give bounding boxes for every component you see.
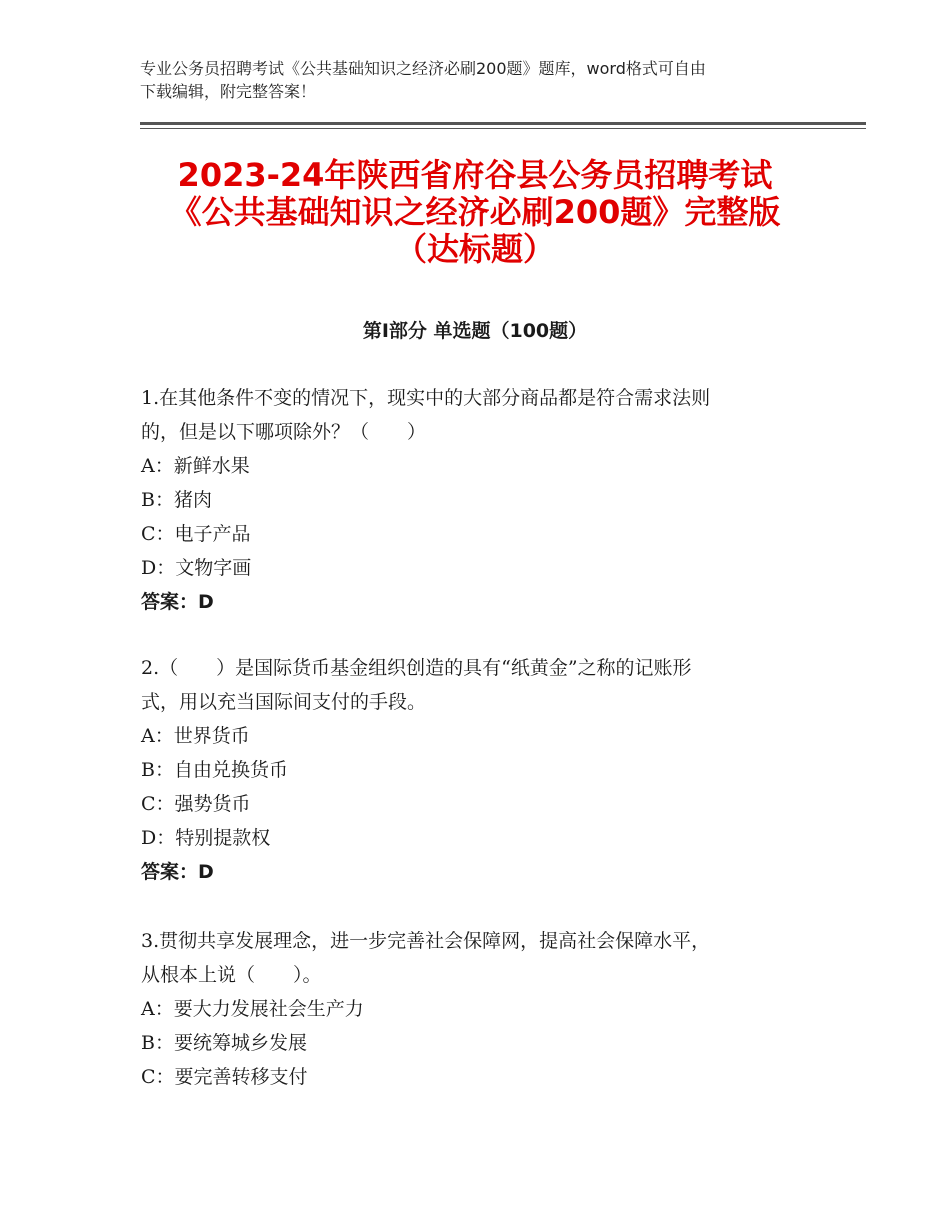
answer: 答案：D (141, 861, 214, 883)
section-title: 第Ⅰ部分 单选题（100题） (362, 320, 588, 342)
question-stem (141, 381, 801, 449)
option-c: C：电子产品 (141, 523, 251, 545)
option-c: C：要完善转移支付 (141, 1066, 308, 1088)
option-a: A：世界货币 (141, 725, 250, 747)
option-b: B：猪肉 (141, 489, 212, 511)
question-stem-line: 从根本上说（ ）。 (141, 964, 322, 986)
answer: 答案：D (141, 591, 214, 613)
option-b: B：要统筹城乡发展 (141, 1032, 307, 1054)
document-title (100, 157, 850, 268)
question-stem-line: 3.贯彻共享发展理念，进一步完善社会保障网，提高社会保障水平， (141, 930, 711, 952)
title-line-2: 《公共基础知识之经济必刷200题》完整版 (169, 193, 781, 231)
document-header (140, 57, 830, 103)
question-stem-line: 式，用以充当国际间支付的手段。 (141, 691, 427, 713)
option-d: D：文物字画 (141, 557, 252, 579)
question-stem-line: 2.（ ）是国际货币基金组织创造的具有“纸黄金”之称的记账形 (141, 657, 692, 679)
title-line-3: （达标题） (394, 230, 555, 268)
question-stem (141, 924, 801, 992)
header-divider-thin (140, 128, 866, 129)
question-2 (141, 651, 801, 889)
title-line-1: 2023-24年陕西省府谷县公务员招聘考试 (177, 156, 773, 194)
question-stem-line: 1.在其他条件不变的情况下，现实中的大部分商品都是符合需求法则 (141, 387, 711, 409)
option-a: A：新鲜水果 (141, 455, 250, 477)
question-stem-line: 的，但是以下哪项除外？（ ） (141, 421, 427, 443)
option-d: D：特别提款权 (141, 827, 271, 849)
option-a: A：要大力发展社会生产力 (141, 998, 364, 1020)
question-1 (141, 381, 801, 619)
option-b: B：自由兑换货币 (141, 759, 288, 781)
header-line-2: 下载编辑，附完整答案！ (140, 82, 317, 101)
question-stem (141, 651, 801, 719)
header-divider-thick (140, 122, 866, 125)
header-line-1: 专业公务员招聘考试《公共基础知识之经济必刷200题》题库，word格式可自由 (140, 59, 706, 78)
question-3 (141, 924, 801, 1094)
option-c: C：强势货币 (141, 793, 251, 815)
